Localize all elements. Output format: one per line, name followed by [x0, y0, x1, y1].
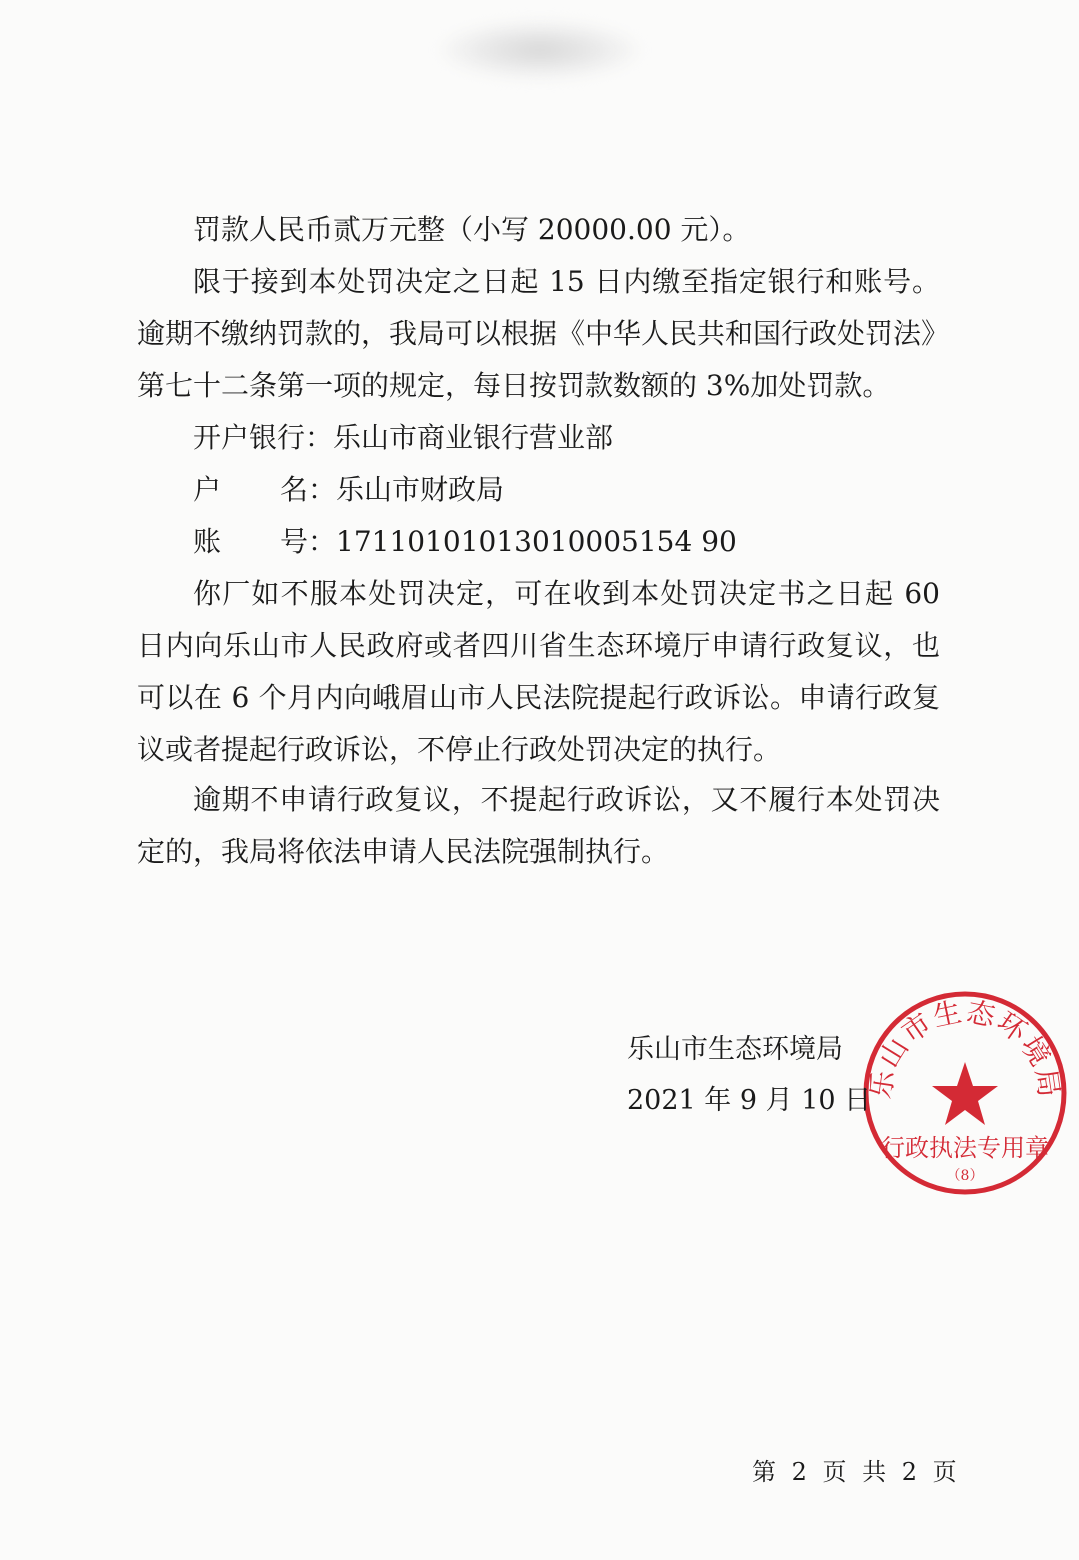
page-indicator: 第 2 页 共 2 页	[752, 1458, 961, 1486]
account-name-label: 户名	[193, 473, 308, 506]
appeal-line-2: 日内向乐山市人民政府或者四川省生态环境厅申请行政复议，也	[137, 629, 940, 662]
payment-deadline-line-2: 逾期不缴纳罚款的，我局可以根据《中华人民共和国行政处罚法》	[137, 317, 950, 350]
account-name-line	[193, 470, 504, 510]
enforcement-line-1: 逾期不申请行政复议，不提起行政诉讼，又不履行本处罚决	[193, 783, 940, 816]
bank-label: 开户银行	[193, 421, 306, 454]
account-number-label: 账号	[193, 525, 308, 558]
issuer-name: 乐山市生态环境局	[627, 1034, 843, 1065]
appeal-line-3: 可以在 6 个月内向峨眉山市人民法院提起行政诉讼。申请行政复	[137, 681, 940, 714]
appeal-line-1: 你厂如不服本处罚决定，可在收到本处罚决定书之日起 60	[193, 577, 940, 610]
seal-center-text: 行政执法专用章	[881, 1134, 1049, 1162]
account-number-line	[193, 522, 737, 562]
enforcement-line-2: 定的，我局将依法申请人民法院强制执行。	[137, 835, 670, 868]
bank-value: ：乐山市商业银行营业部	[305, 421, 614, 454]
official-seal	[862, 990, 1068, 1196]
payment-deadline-line-3: 第七十二条第一项的规定，每日按罚款数额的 3%加处罚款。	[137, 369, 891, 402]
seal-star-icon	[932, 1062, 998, 1125]
appeal-line-4: 议或者提起行政诉讼，不停止行政处罚决定的执行。	[137, 733, 782, 766]
fine-amount-line: 罚款人民币贰万元整（小写 20000.00 元）。	[193, 213, 751, 246]
seal-number: （8）	[946, 1168, 984, 1184]
payment-deadline-line-1: 限于接到本处罚决定之日起 15 日内缴至指定银行和账号。	[193, 265, 940, 298]
account-name-value: ：乐山市财政局	[308, 473, 505, 506]
seal-arc-text: 乐山市生态环境局	[863, 994, 1067, 1101]
scan-smudge	[440, 20, 640, 80]
account-number-value: ：17110101013010005154 90	[308, 525, 737, 558]
bank-line	[193, 418, 613, 458]
issue-date: 2021 年 9 月 10 日	[627, 1085, 872, 1116]
